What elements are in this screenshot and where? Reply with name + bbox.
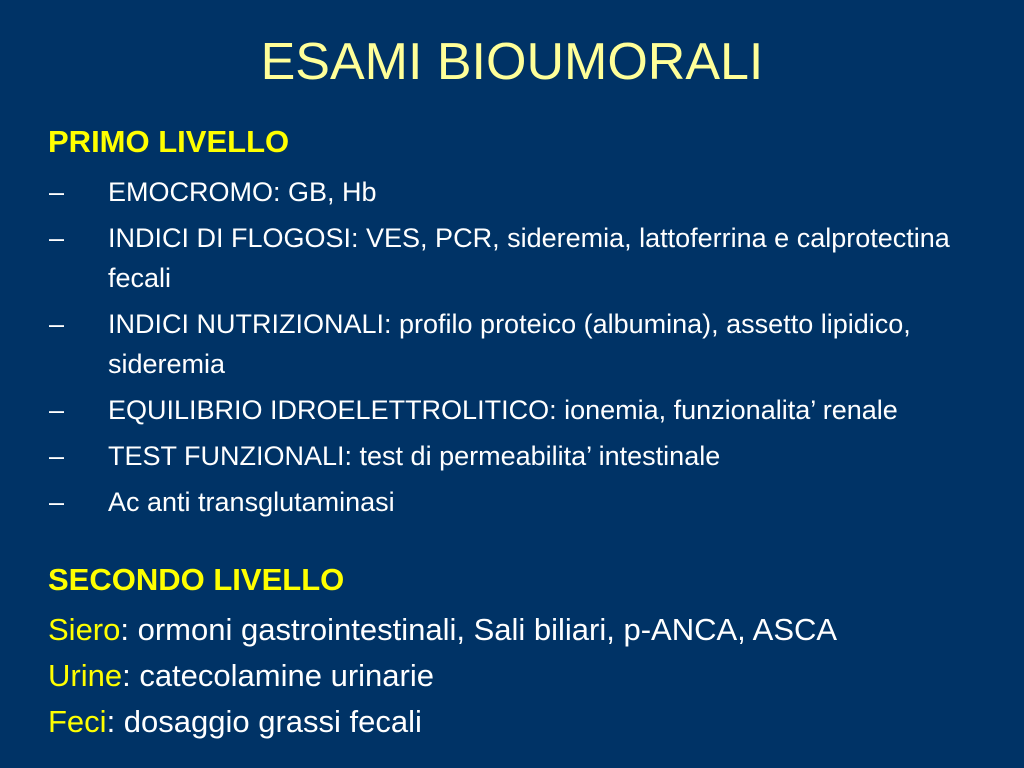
- slide-title: ESAMI BIOUMORALI: [260, 33, 764, 91]
- dash-bullet-icon: –: [49, 309, 65, 339]
- secondo-line-feci: [48, 702, 422, 742]
- list-item-text: INDICI DI FLOGOSI: VES, PCR, sideremia, lattoferrina e calprotectina fecali: [108, 223, 950, 293]
- section-heading-secondo-livello: SECONDO LIVELLO: [48, 562, 345, 597]
- dash-bullet-icon: –: [49, 177, 65, 207]
- section-heading-primo-livello: PRIMO LIVELLO: [48, 124, 290, 159]
- dash-bullet-icon: –: [49, 441, 65, 471]
- list-item: [0, 482, 1024, 522]
- list-item-text: Ac anti transglutaminasi: [108, 487, 395, 517]
- secondo-line-siero: [48, 610, 837, 650]
- list-item: [0, 172, 1024, 212]
- sample-text-feci: : dosaggio grassi fecali: [106, 704, 422, 739]
- list-item: [0, 436, 1024, 476]
- sample-text-urine: : catecolamine urinarie: [122, 658, 434, 693]
- list-item-text: EQUILIBRIO IDROELETTROLITICO: ionemia, funzionalita’ renale: [108, 395, 898, 425]
- sample-label-urine: Urine: [48, 658, 123, 693]
- list-item-text: INDICI NUTRIZIONALI: profilo proteico (albumina), assetto lipidico, sideremia: [108, 309, 911, 379]
- list-item: [0, 304, 1024, 384]
- list-item-text: EMOCROMO: GB, Hb: [108, 177, 377, 207]
- dash-bullet-icon: –: [49, 395, 65, 425]
- dash-bullet-icon: –: [49, 487, 65, 517]
- primo-livello-list: [0, 172, 1024, 528]
- sample-label-feci: Feci: [48, 704, 107, 739]
- sample-text-siero: : ormoni gastrointestinali, Sali biliari, p-ANCA, ASCA: [120, 612, 838, 647]
- list-item: [0, 218, 1024, 298]
- list-item-text: TEST FUNZIONALI: test di permeabilita’ intestinale: [108, 441, 721, 471]
- secondo-line-urine: [48, 656, 434, 696]
- dash-bullet-icon: –: [49, 223, 65, 253]
- list-item: [0, 390, 1024, 430]
- sample-label-siero: Siero: [48, 612, 121, 647]
